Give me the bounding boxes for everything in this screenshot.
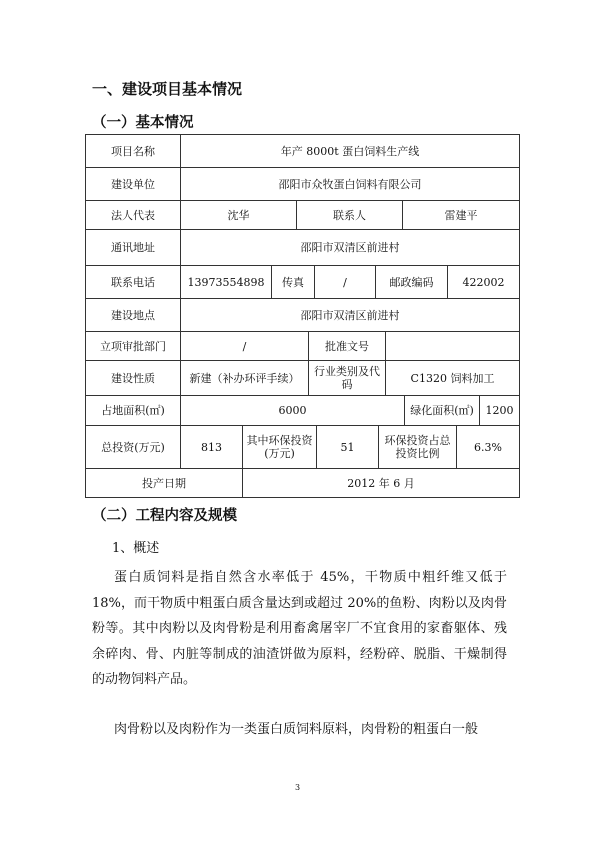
value-postcode: 422002 [447, 265, 520, 299]
label-contact: 联系人 [296, 200, 403, 230]
value-phone: 13973554898 [180, 265, 272, 299]
value-legal-rep: 沈华 [180, 200, 297, 230]
label-nature: 建设性质 [85, 360, 181, 396]
label-invest: 总投资(万元) [85, 425, 181, 469]
label-project-name: 项目名称 [85, 134, 181, 168]
label-green: 绿化面积(㎡) [404, 395, 480, 426]
value-unit: 邵阳市众牧蛋白饲料有限公司 [180, 167, 520, 201]
label-area: 占地面积(㎡) [85, 395, 181, 426]
label-approval-no: 批准文号 [308, 331, 386, 361]
value-fax: / [314, 265, 376, 299]
value-approval-dept: / [180, 331, 309, 361]
value-address: 邵阳市双清区前进村 [180, 229, 520, 266]
label-legal-rep: 法人代表 [85, 200, 181, 230]
value-project-name: 年产 8000t 蛋白饲料生产线 [180, 134, 520, 168]
label-industry: 行业类别及代码 [308, 360, 386, 396]
value-invest: 813 [180, 425, 243, 469]
page-number: 3 [294, 783, 301, 792]
label-address: 通讯地址 [85, 229, 181, 266]
section-title: 一、建设项目基本情况 [92, 80, 243, 98]
label-phone: 联系电话 [85, 265, 181, 299]
label-approval-dept: 立项审批部门 [85, 331, 181, 361]
value-contact: 雷建平 [402, 200, 520, 230]
label-unit: 建设单位 [85, 167, 181, 201]
value-env-invest: 51 [316, 425, 379, 469]
value-nature: 新建（补办环评手续） [180, 360, 309, 396]
label-env-invest: 其中环保投资(万元) [242, 425, 317, 469]
subheading-overview: 1、概述 [112, 541, 160, 556]
value-area: 6000 [180, 395, 405, 426]
paragraph-2: 肉骨粉以及肉粉作为一类蛋白质饲料原料，肉骨粉的粗蛋白一般 [114, 722, 479, 737]
subsection-title-scope: （二）工程内容及规模 [92, 508, 237, 524]
value-env-ratio: 6.3% [456, 425, 520, 469]
label-location: 建设地点 [85, 298, 181, 332]
subsection-title-basic: （一）基本情况 [92, 115, 194, 131]
paragraph-1: 蛋白质饲料是指自然含水率低于 45%，干物质中粗纤维又低于 18%，而干物质中粗蛋白质含量达到或超过 20%的鱼粉、肉粉以及肉骨粉等。其中肉粉以及肉骨粉是利用畜禽屠宰厂不宜食用的家畜躯体、残余碎肉、骨、内脏等制成的油渣饼做为原料，经粉碎、脱脂、干燥制得的动物饲料产品。 [92, 570, 507, 687]
value-green: 1200 [479, 395, 520, 426]
value-industry: C1320 饲料加工 [385, 360, 520, 396]
label-start: 投产日期 [85, 468, 243, 498]
value-start: 2012 年 6 月 [242, 468, 520, 498]
value-location: 邵阳市双清区前进村 [180, 298, 520, 332]
label-env-ratio: 环保投资占总投资比例 [378, 425, 457, 469]
label-fax: 传真 [271, 265, 315, 299]
label-postcode: 邮政编码 [375, 265, 448, 299]
value-approval-no [385, 331, 520, 361]
